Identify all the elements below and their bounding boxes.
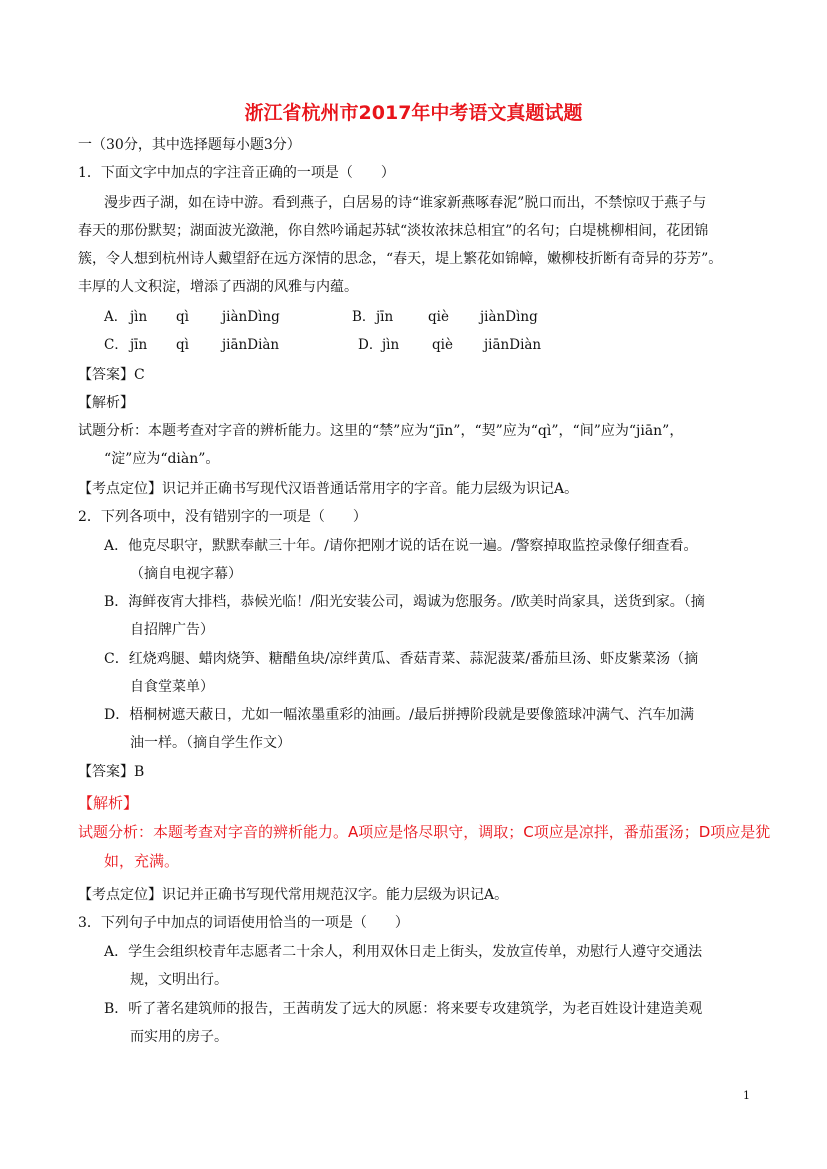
q2-option-b-cont: 自招牌广告）	[130, 622, 214, 638]
q1-option-d-label: D．	[358, 337, 383, 353]
question-1-stem: 1．下面文字中加点的字注音正确的一项是（ ）	[78, 165, 395, 181]
q1-passage-line: 春天的那份默契；湖面波光潋滟，你自然吟诵起苏轼“淡妆浓抹总相宜”的名句；白堤桃柳相间，花团锦	[78, 223, 709, 239]
page-title: 浙江省杭州市2017年中考语文真题试题	[244, 102, 583, 124]
q1-analysis-line: 试题分析：本题考查对字音的辨析能力。这里的“禁”应为“jīn”，“契”应为“qì”，“间”应为“jiān”，	[78, 423, 684, 439]
q2-option-d: D．梧桐树遮天蔽日，尤如一幅浓墨重彩的油画。/最后拼搏阶段就是要像篮球冲满气、汽车加满	[104, 707, 694, 723]
q1-analysis-label: 【解析】	[78, 395, 134, 411]
q1-option-b-p2: qiè	[428, 309, 449, 325]
q1-option-c-p2: qì	[176, 337, 189, 353]
q2-analysis-line: 试题分析：本题考查对字音的辨析能力。A项应是恪尽职守，调取；C项应是凉拌，番茄蛋汤；D项应是犹	[78, 823, 771, 841]
q1-option-d-p1: jìn	[382, 337, 400, 353]
q1-option-d-p2: qiè	[432, 337, 453, 353]
q1-passage-line: 丰厚的人文积淀，增添了西湖的风雅与内蕴。	[78, 279, 358, 295]
q3-option-b: B．听了著名建筑师的报告，王茜萌发了远大的夙愿：将来要专攻建筑学，为老百姓设计建造美观	[104, 1001, 703, 1017]
q2-point: 【考点定位】识记并正确书写现代常用规范汉字。能力层级为识记A。	[78, 887, 509, 903]
question-3-stem: 3．下列句子中加点的词语使用恰当的一项是（ ）	[78, 915, 409, 931]
q1-option-b-label: B．	[352, 309, 376, 325]
q3-option-b-cont: 而实用的房子。	[130, 1029, 228, 1045]
q2-option-b: B．海鲜夜宵大排档，恭候光临！/阳光安装公司，竭诚为您服务。/欧美时尚家具，送货到家。（摘	[104, 594, 705, 610]
q1-passage-line: 簇，令人想到杭州诗人戴望舒在远方深情的思念，“春天，堤上繁花如锦幛，嫩柳枝折断有奇异的芬芳”。	[78, 251, 723, 267]
question-2-stem: 2．下列各项中，没有错别字的一项是（ ）	[78, 509, 367, 525]
q1-option-c-p1: jīn	[130, 337, 148, 353]
q1-option-b-p1: jīn	[376, 309, 394, 325]
q1-option-a-p2: qì	[176, 309, 189, 325]
q2-analysis-line: 如，充满。	[104, 852, 180, 870]
q2-option-a-cont: （摘自电视字幕）	[130, 566, 242, 582]
q1-analysis-line: “淀”应为“diàn”。	[104, 451, 220, 467]
q1-option-a-label: A．	[104, 309, 128, 325]
q1-option-a-p1: jìn	[130, 309, 148, 325]
q2-option-c: C．红烧鸡腿、蜡肉烧笋、糖醋鱼块/凉绊黄瓜、香菇青菜、蒜泥菠菜/番茄旦汤、虾皮紫菜汤（摘	[104, 651, 699, 667]
q1-answer: 【答案】C	[78, 367, 145, 383]
q1-point: 【考点定位】识记并正确书写现代汉语普通话常用字的字音。能力层级为识记A。	[78, 481, 579, 497]
section-heading: 一（30分，其中选择题每小题3分）	[78, 137, 301, 153]
q2-analysis-label: 【解析】	[78, 794, 139, 812]
q3-option-a: A．学生会组织校青年志愿者二十余人，利用双休日走上街头，发放宣传单，劝慰行人遵守交通法	[104, 944, 703, 960]
q1-option-d-p3: jiānDiàn	[484, 337, 542, 353]
q2-option-d-cont: 油一样。（摘自学生作文）	[130, 735, 291, 751]
q1-option-c-p3: jiānDiàn	[222, 337, 280, 353]
q2-answer: 【答案】B	[78, 764, 145, 780]
q1-option-c-label: C．	[104, 337, 128, 353]
q1-passage-line: 漫步西子湖，如在诗中游。看到燕子，白居易的诗“谁家新燕啄春泥”脱口而出，不禁惊叹于燕子与	[104, 195, 707, 211]
q2-option-c-cont: 自食堂菜单）	[130, 679, 214, 695]
page-number: 1	[743, 1089, 750, 1102]
q1-option-a-p3: jiànDìng	[222, 309, 280, 325]
q2-option-a: A．他克尽职守，默默奉献三十年。/请你把刚才说的话在说一遍。/警察掉取监控录像仔细查看。	[104, 538, 698, 554]
q3-option-a-cont: 规，文明出行。	[130, 972, 228, 988]
q1-option-b-p3: jiànDìng	[480, 309, 538, 325]
